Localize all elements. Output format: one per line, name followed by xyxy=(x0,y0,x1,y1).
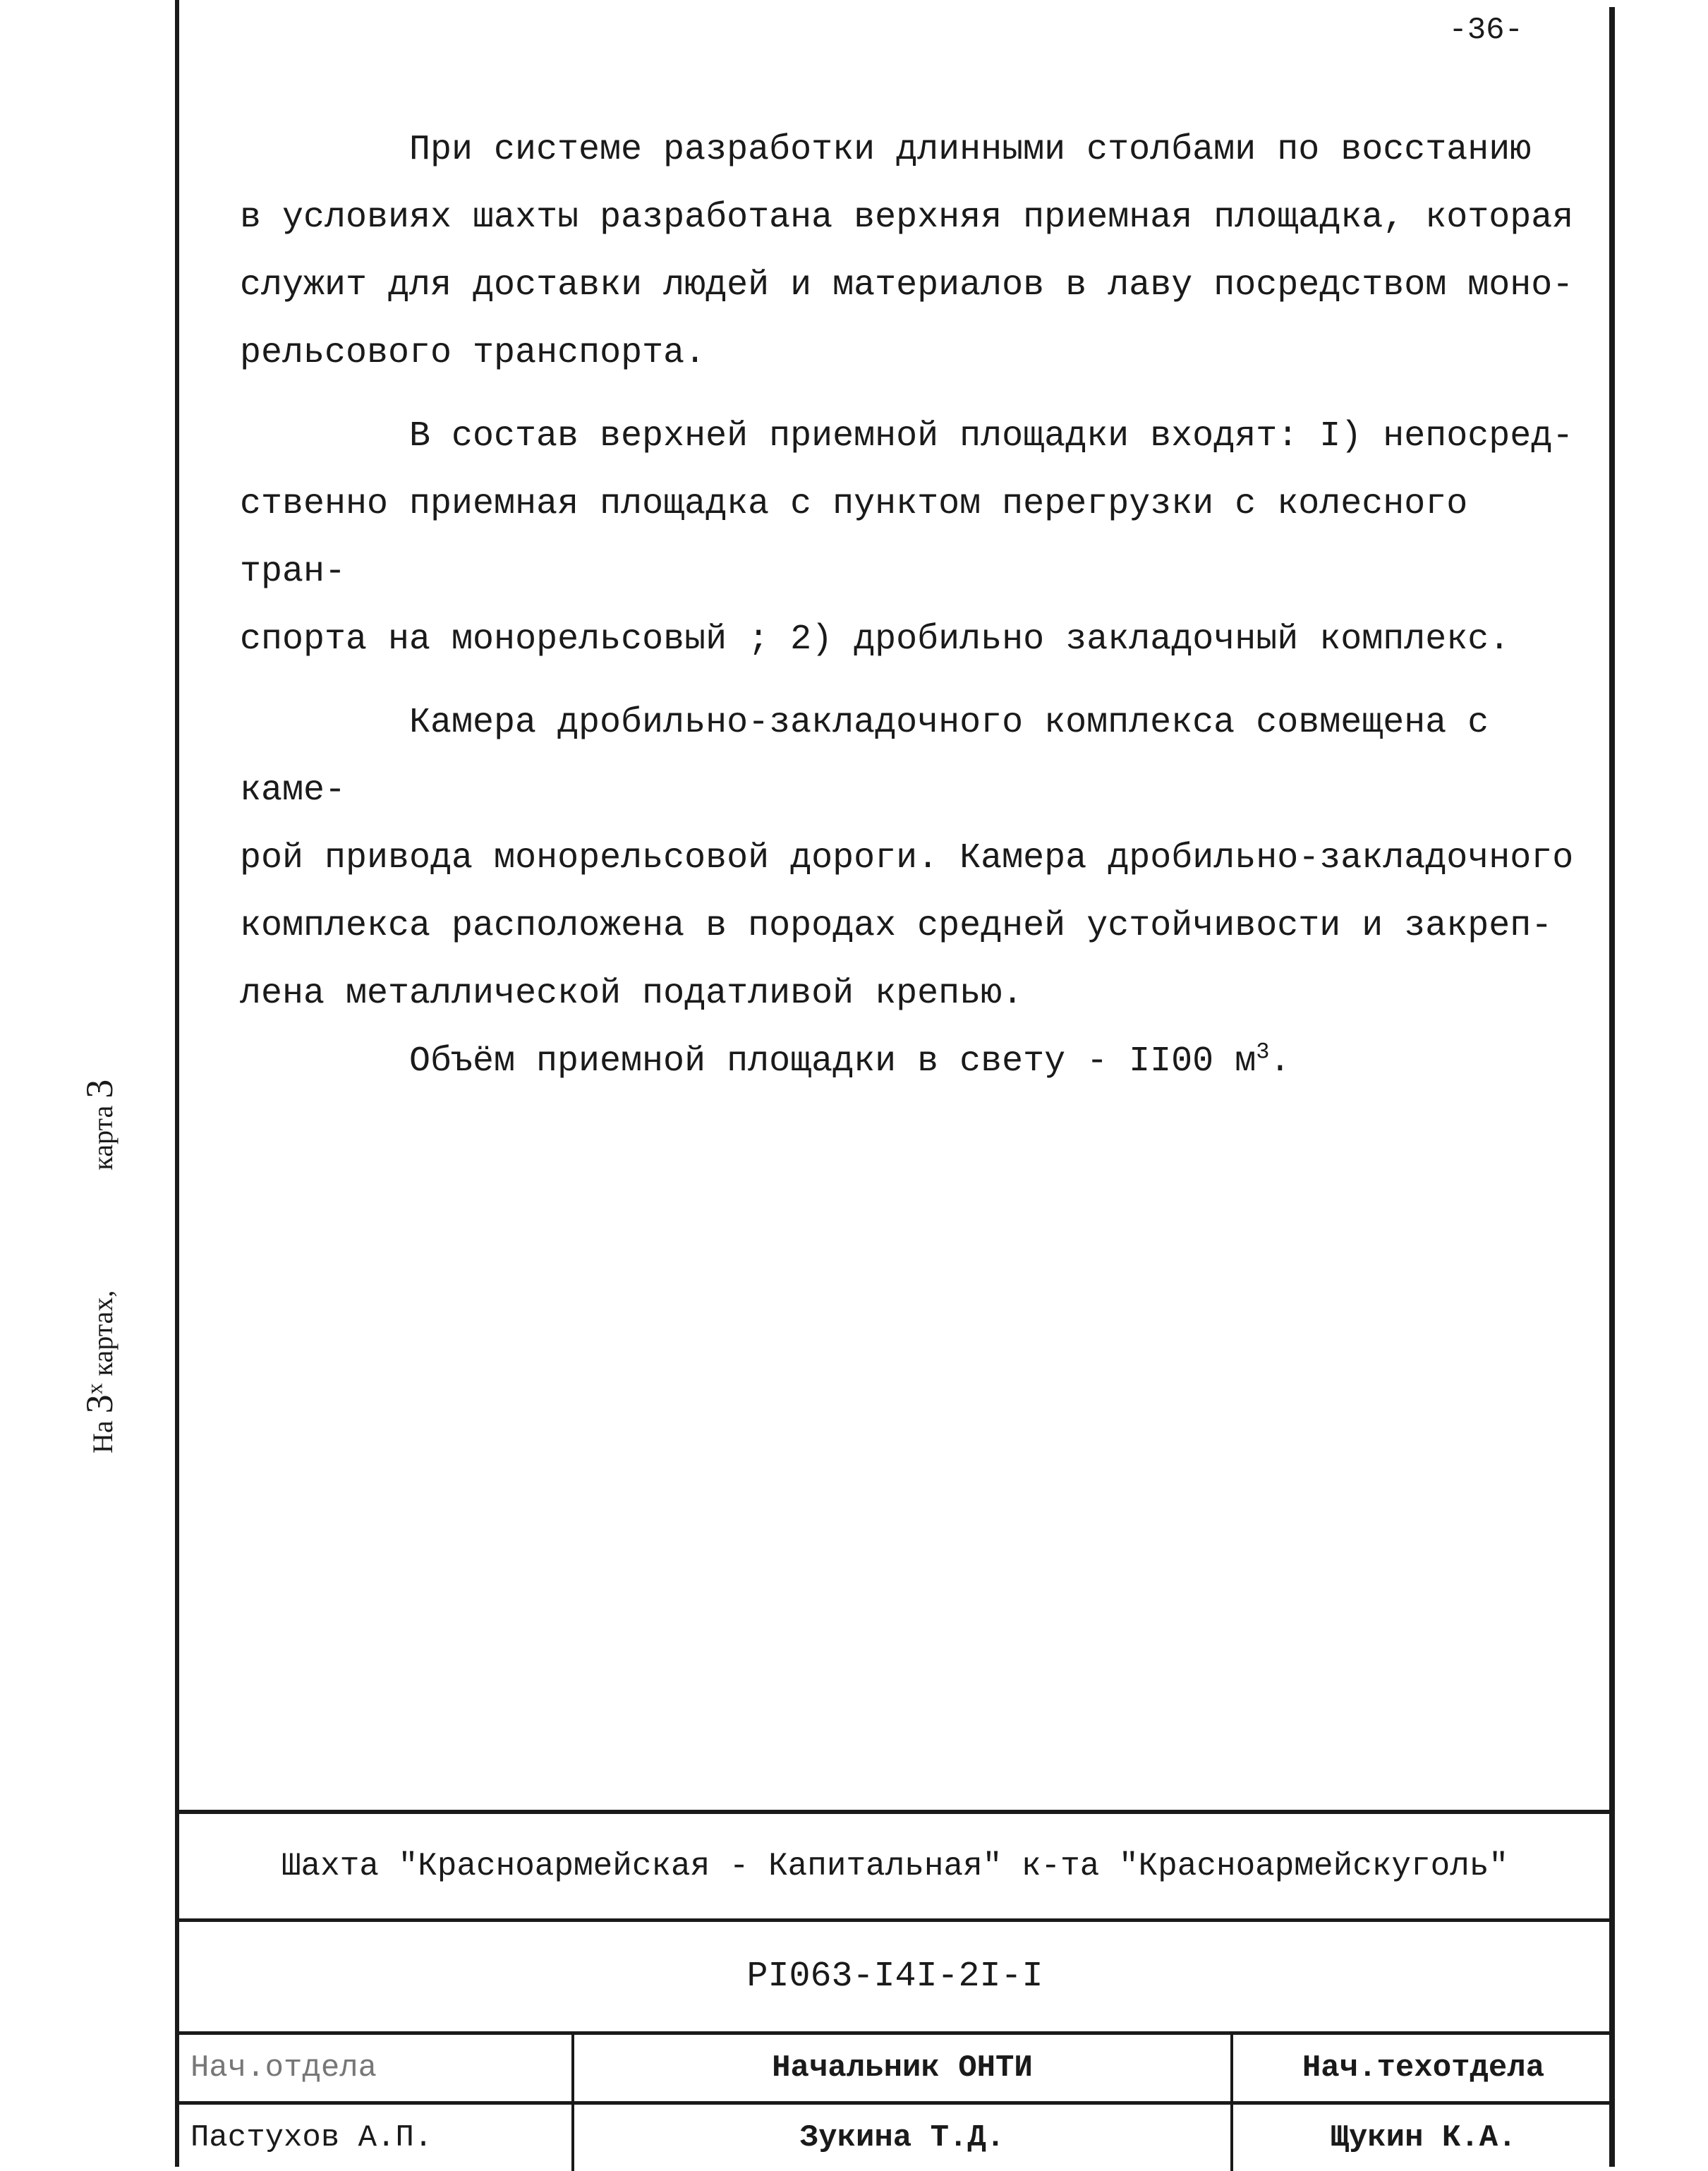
paragraph-3: Камера дробильно-закладочного комплекса совмещена с каме- рой привода монорельсовой дороги. Камера дробильно-закладочного комплекса расположена в породах средней устойчивости и закреп- лена металлической податливой крепью. xyxy=(240,703,1574,1014)
name-1: Пастухов А.П. xyxy=(176,2103,573,2171)
side-note-num-2: 3 xyxy=(78,1079,121,1099)
volume-end: . xyxy=(1269,1041,1291,1082)
document-code: PI063-I4I-2I-I xyxy=(746,1957,1043,1997)
body-text xyxy=(240,116,1580,1096)
side-note-text-2: картах, xyxy=(87,1290,119,1377)
name-2: Зукина Т.Д. xyxy=(573,2103,1232,2171)
position-2: Начальник ОНТИ xyxy=(573,2033,1232,2103)
paragraph-1: При системе разработки длинными столбами по восстанию в условиях шахты разработана верхняя приемная площадка, которая служит для доставки людей и материалов в лаву посредством моно- рельсового транспорта. xyxy=(240,130,1574,373)
positions-row xyxy=(176,2033,1613,2103)
volume-sup: 3 xyxy=(1256,1039,1270,1065)
volume-label: Объём приемной площадки в свету - II00 м xyxy=(409,1041,1256,1082)
side-note-sup: х xyxy=(81,1383,107,1395)
name-3: Щукин К.А. xyxy=(1232,2103,1613,2171)
side-note-text-3: карта xyxy=(87,1105,119,1171)
signature-table xyxy=(176,2031,1613,2171)
mine-name: Шахта "Красноармейская - Капитальная" к-та "Красноармейскуголь" xyxy=(176,1814,1613,1922)
volume-line xyxy=(240,1028,1580,1096)
paragraph-2: В состав верхней приемной площадки входят: I) непосред- ственно приемная площадка с пунктом перегрузки с колесного тран- спорта на монорельсовый ; 2) дробильно закладочный комплекс. xyxy=(240,416,1574,660)
side-note-text-1: На xyxy=(87,1420,119,1453)
title-block xyxy=(176,1810,1613,2171)
side-note xyxy=(78,1080,121,1453)
side-note-num-1: 3 xyxy=(78,1394,121,1414)
page-number: -36- xyxy=(1448,13,1523,48)
names-row xyxy=(176,2103,1613,2171)
position-1: Нач.отдела xyxy=(176,2033,573,2103)
position-3: Нач.техотдела xyxy=(1232,2033,1613,2103)
